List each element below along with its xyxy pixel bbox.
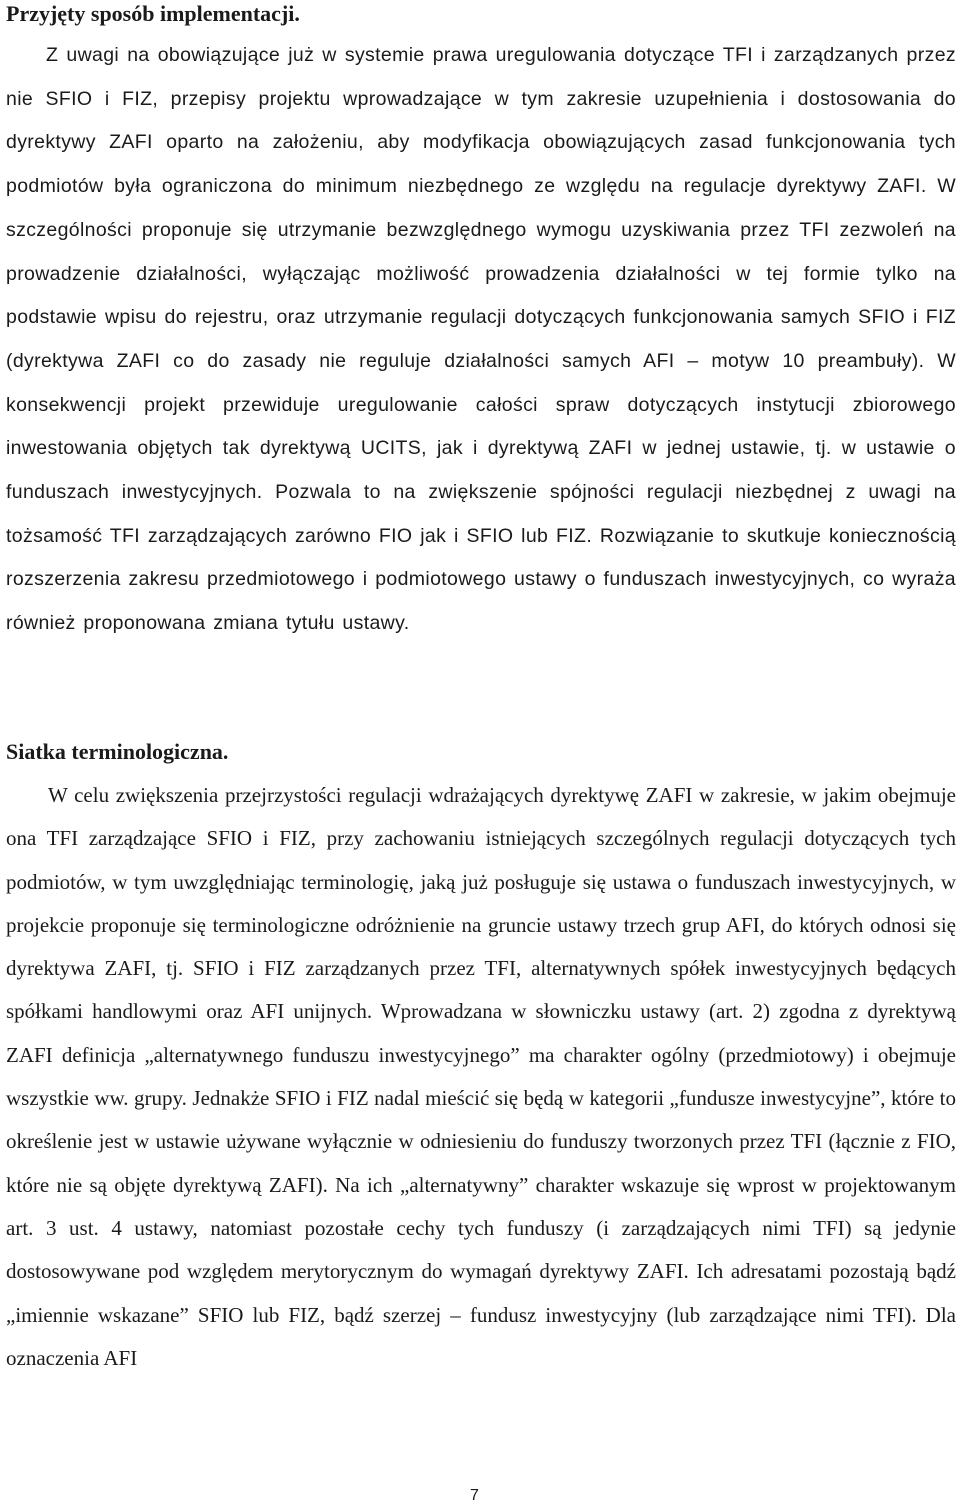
section-heading-implementation: Przyjęty sposób implementacji.: [6, 1, 300, 26]
paragraph-implementation: Z uwagi na obowiązujące już w systemie prawa uregulowania dotyczące TFI i zarządzanych przez nie SFIO i FIZ, przepisy projektu wprowadzające w tym zakresie uzupełnienia i dostosowania do dyrektywy ZAFI oparto na założeniu, aby modyfikacja obowiązujących zasad funkcjonowania tych podmiotów była ograniczona do minimum niezbędnego ze względu na regulacje dyrektywy ZAFI. W szczególności proponuje się utrzymanie bezwzględnego wymogu uzyskiwania przez TFI zezwoleń na prowadzenie działalności, wyłączając możliwość prowadzenia działalności w tej formie tylko na podstawie wpisu do rejestru, oraz utrzymanie regulacji dotyczących funkcjonowania samych SFIO i FIZ (dyrektywa ZAFI co do zasady nie reguluje działalności samych AFI – motyw 10 preambuły). W konsekwencji projekt przewiduje uregulowanie całości spraw dotyczących instytucji zbiorowego inwestowania objętych tak dyrektywą UCITS, jak i dyrektywą ZAFI w jednej ustawie, tj. w ustawie o funduszach inwestycyjnych. Pozwala to na zwiększenie spójności regulacji niezbędnej z uwagi na tożsamość TFI zarządzających zarówno FIO jak i SFIO lub FIZ. Rozwiązanie to skutkuje koniecznością rozszerzenia zakresu przedmiotowego i podmiotowego ustawy o funduszach inwestycyjnych, co wyraża również proponowana zmiana tytułu ustawy.: [6, 44, 956, 635]
page-number: 7: [470, 1487, 479, 1504]
paragraph-terminology: W celu zwiększenia przejrzystości regulacji wdrażających dyrektywę ZAFI w zakresie, w jakim obejmuje ona TFI zarządzające SFIO i FIZ, przy zachowaniu istniejących szczególnych regulacji dotyczących tych podmiotów, w tym uwzględniając terminologię, jaką już posługuje się ustawa o funduszach inwestycyjnych, w projekcie proponuje się terminologiczne odróżnienie na gruncie ustawy trzech grup AFI, do których odnosi się dyrektywa ZAFI, tj. SFIO i FIZ zarządzanych przez TFI, alternatywnych spółek inwestycyjnych będących spółkami handlowymi oraz AFI unijnych. Wprowadzana w słowniczku ustawy (art. 2) zgodna z dyrektywą ZAFI definicja „alternatywnego funduszu inwestycyjnego” ma charakter ogólny (przedmiotowy) i obejmuje wszystkie ww. grupy. Jednakże SFIO i FIZ nadal mieścić się będą w kategorii „fundusze inwestycyjne”, które to określenie jest w ustawie używane wyłącznie w odniesieniu do funduszy tworzonych przez TFI (łącznie z FIO, które nie są objęte dyrektywą ZAFI). Na ich „alternatywny” charakter wskazuje się wprost w projektowanym art. 3 ust. 4 ustawy, natomiast pozostałe cechy tych funduszy (i zarządzających nimi TFI) są jedynie dostosowywane pod względem merytorycznym do wymagań dyrektywy ZAFI. Ich adresatami pozostają bądź „imiennie wskazane” SFIO lub FIZ, bądź szerzej – fundusz inwestycyjny (lub zarządzające nimi TFI). Dla oznaczenia AFI: [6, 783, 956, 1370]
section-heading-terminology: Siatka terminologiczna.: [6, 739, 229, 764]
